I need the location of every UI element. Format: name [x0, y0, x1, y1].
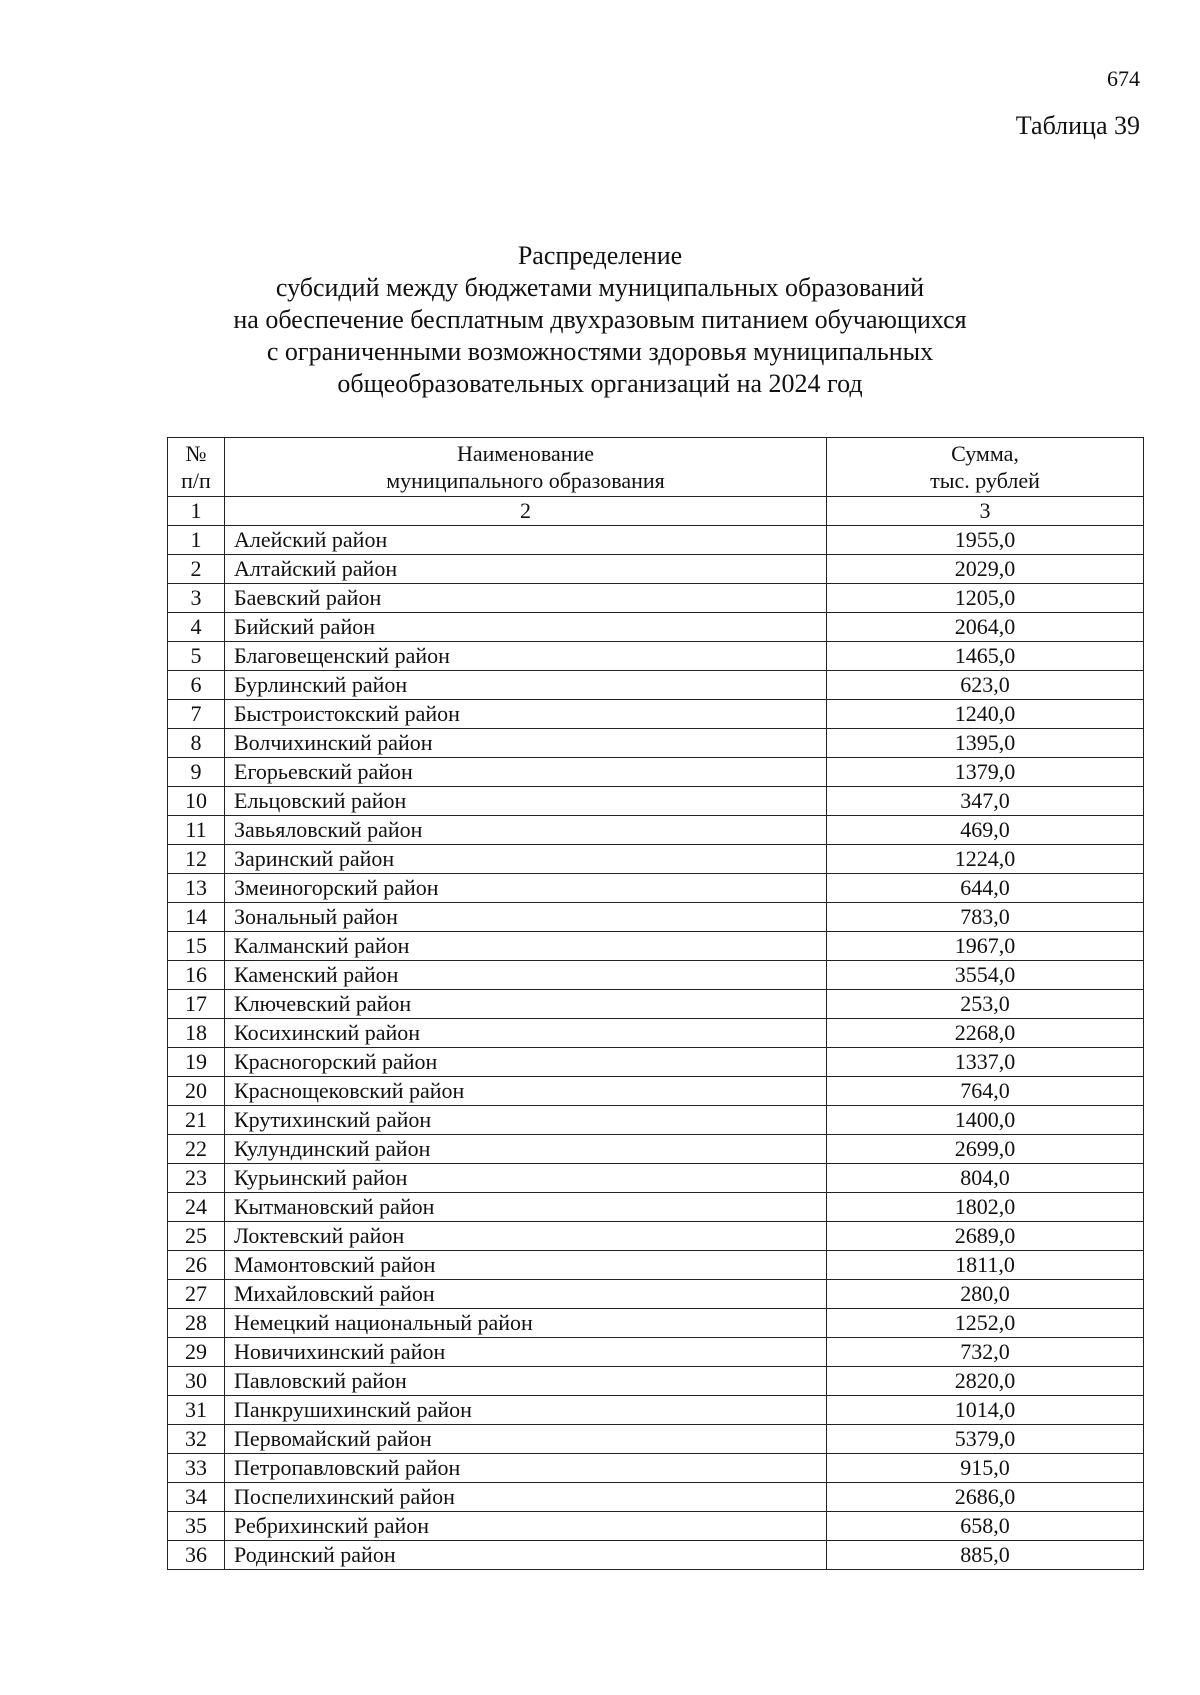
amount-cell: 2064,0: [827, 613, 1144, 642]
table-row: [168, 990, 1144, 1019]
amount-cell: 764,0: [827, 1077, 1144, 1106]
header-num: [168, 438, 225, 497]
municipality-name: Волчихинский район: [234, 730, 433, 755]
table-row: [168, 584, 1144, 613]
municipality-name: Красногорский район: [234, 1049, 438, 1074]
title-line: субсидий между бюджетами муниципальных образований: [275, 273, 925, 302]
municipality-name-cell: [225, 1367, 827, 1396]
row-number-cell: 4: [168, 613, 225, 642]
row-number-cell: 1: [168, 526, 225, 555]
row-number-cell: 19: [168, 1048, 225, 1077]
table-row: [168, 1077, 1144, 1106]
row-number-cell: 12: [168, 845, 225, 874]
header-num-line2: п/п: [181, 468, 211, 493]
table-row: [168, 1338, 1144, 1367]
amount-cell: 1014,0: [827, 1396, 1144, 1425]
municipality-name: Панкрушихинский район: [234, 1397, 472, 1422]
municipality-name-cell: [225, 1193, 827, 1222]
municipality-name-cell: [225, 787, 827, 816]
municipality-name-cell: [225, 555, 827, 584]
municipality-name: Мамонтовский район: [234, 1252, 436, 1277]
row-number-cell: 22: [168, 1135, 225, 1164]
amount-cell: 2268,0: [827, 1019, 1144, 1048]
amount-cell: 658,0: [827, 1512, 1144, 1541]
municipality-name-cell: [225, 1338, 827, 1367]
municipality-name-cell: [225, 1222, 827, 1251]
table-row: [168, 555, 1144, 584]
table-row: [168, 787, 1144, 816]
row-number-cell: 28: [168, 1309, 225, 1338]
municipality-name-cell: [225, 1280, 827, 1309]
municipality-name-cell: [225, 642, 827, 671]
table-row: [168, 1367, 1144, 1396]
municipality-name-cell: [225, 1512, 827, 1541]
row-number-cell: 5: [168, 642, 225, 671]
table-row: [168, 1309, 1144, 1338]
amount-cell: 469,0: [827, 816, 1144, 845]
header-sum-line2: тыс. рублей: [930, 468, 1040, 493]
municipality-name-cell: [225, 758, 827, 787]
title-line: общеобразовательных организаций на 2024 год: [337, 369, 863, 398]
table-row: [168, 932, 1144, 961]
municipality-name-cell: [225, 1106, 827, 1135]
municipality-name: Новичихинский район: [234, 1339, 446, 1364]
municipality-name: Алтайский район: [234, 556, 398, 581]
municipality-name-cell: [225, 1454, 827, 1483]
table-row: [168, 1135, 1144, 1164]
subsidy-table: [167, 437, 1144, 1570]
row-number-cell: 24: [168, 1193, 225, 1222]
header-name-line2: муниципального образования: [386, 468, 665, 493]
municipality-name: Бурлинский район: [234, 672, 408, 697]
amount-cell: 1337,0: [827, 1048, 1144, 1077]
table-row: [168, 874, 1144, 903]
page-number: 674: [1107, 66, 1140, 91]
document-title: [0, 240, 1200, 400]
municipality-name: Ребрихинский район: [234, 1513, 430, 1538]
row-number-cell: 23: [168, 1164, 225, 1193]
municipality-name: Заринский район: [234, 846, 395, 871]
municipality-name-cell: [225, 1425, 827, 1454]
municipality-name-cell: [225, 729, 827, 758]
municipality-name: Краснощековский район: [234, 1078, 465, 1103]
row-number-cell: 34: [168, 1483, 225, 1512]
amount-cell: 1400,0: [827, 1106, 1144, 1135]
amount-cell: 2689,0: [827, 1222, 1144, 1251]
amount-cell: 804,0: [827, 1164, 1144, 1193]
row-number-cell: 8: [168, 729, 225, 758]
row-number-cell: 15: [168, 932, 225, 961]
table-row: [168, 1222, 1144, 1251]
municipality-name-cell: [225, 874, 827, 903]
table-row: [168, 1425, 1144, 1454]
table-row: [168, 758, 1144, 787]
municipality-name: Косихинский район: [234, 1020, 421, 1045]
table-row: [168, 1193, 1144, 1222]
row-number-cell: 17: [168, 990, 225, 1019]
table-row: [168, 526, 1144, 555]
amount-cell: 5379,0: [827, 1425, 1144, 1454]
municipality-name-cell: [225, 1541, 827, 1570]
amount-cell: 347,0: [827, 787, 1144, 816]
amount-cell: 2820,0: [827, 1367, 1144, 1396]
row-number-cell: 30: [168, 1367, 225, 1396]
municipality-name-cell: [225, 1251, 827, 1280]
row-number-cell: 32: [168, 1425, 225, 1454]
amount-cell: 1224,0: [827, 845, 1144, 874]
municipality-name-cell: [225, 1396, 827, 1425]
header-name: [225, 438, 827, 497]
municipality-name-cell: [225, 816, 827, 845]
municipality-name: Первомайский район: [234, 1426, 432, 1451]
column-index-row: [168, 497, 1144, 526]
amount-cell: 1967,0: [827, 932, 1144, 961]
amount-cell: 783,0: [827, 903, 1144, 932]
row-number-cell: 14: [168, 903, 225, 932]
municipality-name-cell: [225, 1019, 827, 1048]
municipality-name-cell: [225, 1483, 827, 1512]
table-row: [168, 1541, 1144, 1570]
table-row: [168, 1512, 1144, 1541]
municipality-name-cell: [225, 961, 827, 990]
municipality-name: Немецкий национальный район: [234, 1310, 533, 1335]
municipality-name-cell: [225, 1164, 827, 1193]
table-row: [168, 1483, 1144, 1512]
table-row: [168, 1280, 1144, 1309]
municipality-name: Михайловский район: [234, 1281, 435, 1306]
table-row: [168, 1164, 1144, 1193]
title-line: с ограниченными возможностями здоровья муниципальных: [266, 337, 934, 366]
amount-cell: 644,0: [827, 874, 1144, 903]
table-row: [168, 1454, 1144, 1483]
municipality-name-cell: [225, 613, 827, 642]
amount-cell: 253,0: [827, 990, 1144, 1019]
municipality-name: Павловский район: [234, 1368, 407, 1393]
column-index-cell: 1: [168, 497, 225, 526]
title-line: Распределение: [517, 241, 683, 270]
row-number-cell: 6: [168, 671, 225, 700]
municipality-name: Завьяловский район: [234, 817, 423, 842]
title-line: на обеспечение бесплатным двухразовым питанием обучающихся: [233, 305, 967, 334]
municipality-name: Ключевский район: [234, 991, 412, 1016]
amount-cell: 2029,0: [827, 555, 1144, 584]
municipality-name: Змеиногорский район: [234, 875, 439, 900]
municipality-name: Поспелихинский район: [234, 1484, 455, 1509]
row-number-cell: 3: [168, 584, 225, 613]
amount-cell: 3554,0: [827, 961, 1144, 990]
row-number-cell: 11: [168, 816, 225, 845]
municipality-name: Благовещенский район: [234, 643, 450, 668]
amount-cell: 1240,0: [827, 700, 1144, 729]
amount-cell: 1379,0: [827, 758, 1144, 787]
table-row: [168, 1019, 1144, 1048]
municipality-name: Кытмановский район: [234, 1194, 435, 1219]
amount-cell: 1465,0: [827, 642, 1144, 671]
municipality-name-cell: [225, 990, 827, 1019]
amount-cell: 732,0: [827, 1338, 1144, 1367]
row-number-cell: 20: [168, 1077, 225, 1106]
table-row: [168, 903, 1144, 932]
row-number-cell: 18: [168, 1019, 225, 1048]
amount-cell: 915,0: [827, 1454, 1144, 1483]
amount-cell: 1205,0: [827, 584, 1144, 613]
municipality-name: Быстроистокский район: [234, 701, 460, 726]
municipality-name-cell: [225, 1048, 827, 1077]
municipality-name: Петропавловский район: [234, 1455, 461, 1480]
table-row: [168, 961, 1144, 990]
table-row: [168, 613, 1144, 642]
row-number-cell: 13: [168, 874, 225, 903]
column-index-cell: 2: [225, 497, 827, 526]
table-row: [168, 1251, 1144, 1280]
municipality-name-cell: [225, 700, 827, 729]
row-number-cell: 36: [168, 1541, 225, 1570]
table-row: [168, 671, 1144, 700]
municipality-name: Алейский район: [234, 527, 388, 552]
municipality-name: Бийский район: [234, 614, 375, 639]
municipality-name: Крутихинский район: [234, 1107, 432, 1132]
row-number-cell: 31: [168, 1396, 225, 1425]
row-number-cell: 26: [168, 1251, 225, 1280]
row-number-cell: 9: [168, 758, 225, 787]
table-row: [168, 816, 1144, 845]
row-number-cell: 25: [168, 1222, 225, 1251]
amount-cell: 885,0: [827, 1541, 1144, 1570]
table-row: [168, 1048, 1144, 1077]
column-index-cell: 3: [827, 497, 1144, 526]
municipality-name: Родинский район: [234, 1542, 396, 1567]
table-row: [168, 845, 1144, 874]
municipality-name: Егорьевский район: [234, 759, 413, 784]
municipality-name: Ельцовский район: [234, 788, 407, 813]
header-name-line1: Наименование: [456, 441, 595, 466]
municipality-name-cell: [225, 903, 827, 932]
municipality-name-cell: [225, 526, 827, 555]
table-label: Таблица 39: [1015, 111, 1140, 140]
table-row: [168, 1106, 1144, 1135]
municipality-name: Кулундинский район: [234, 1136, 431, 1161]
amount-cell: 1252,0: [827, 1309, 1144, 1338]
row-number-cell: 16: [168, 961, 225, 990]
row-number-cell: 29: [168, 1338, 225, 1367]
amount-cell: 2699,0: [827, 1135, 1144, 1164]
header-sum-line1: Сумма,: [951, 441, 1019, 466]
municipality-name: Баевский район: [234, 585, 382, 610]
municipality-name-cell: [225, 845, 827, 874]
municipality-name: Локтевский район: [234, 1223, 405, 1248]
table-row: [168, 1396, 1144, 1425]
table-row: [168, 642, 1144, 671]
amount-cell: 1811,0: [827, 1251, 1144, 1280]
municipality-name-cell: [225, 1309, 827, 1338]
amount-cell: 1395,0: [827, 729, 1144, 758]
row-number-cell: 35: [168, 1512, 225, 1541]
table-row: [168, 700, 1144, 729]
municipality-name-cell: [225, 1077, 827, 1106]
row-number-cell: 33: [168, 1454, 225, 1483]
table-row: [168, 729, 1144, 758]
amount-cell: 2686,0: [827, 1483, 1144, 1512]
table-header-row: [168, 438, 1144, 497]
amount-cell: 623,0: [827, 671, 1144, 700]
row-number-cell: 2: [168, 555, 225, 584]
municipality-name: Курьинский район: [234, 1165, 408, 1190]
header-sum: [827, 438, 1144, 497]
row-number-cell: 10: [168, 787, 225, 816]
municipality-name-cell: [225, 932, 827, 961]
row-number-cell: 21: [168, 1106, 225, 1135]
municipality-name-cell: [225, 1135, 827, 1164]
amount-cell: 1955,0: [827, 526, 1144, 555]
municipality-name: Калманский район: [234, 933, 410, 958]
table-body: [168, 438, 1144, 1570]
municipality-name-cell: [225, 671, 827, 700]
header-num-line1: №: [185, 441, 207, 466]
municipality-name-cell: [225, 584, 827, 613]
amount-cell: 1802,0: [827, 1193, 1144, 1222]
amount-cell: 280,0: [827, 1280, 1144, 1309]
row-number-cell: 7: [168, 700, 225, 729]
municipality-name: Зональный район: [234, 904, 398, 929]
row-number-cell: 27: [168, 1280, 225, 1309]
municipality-name: Каменский район: [234, 962, 399, 987]
